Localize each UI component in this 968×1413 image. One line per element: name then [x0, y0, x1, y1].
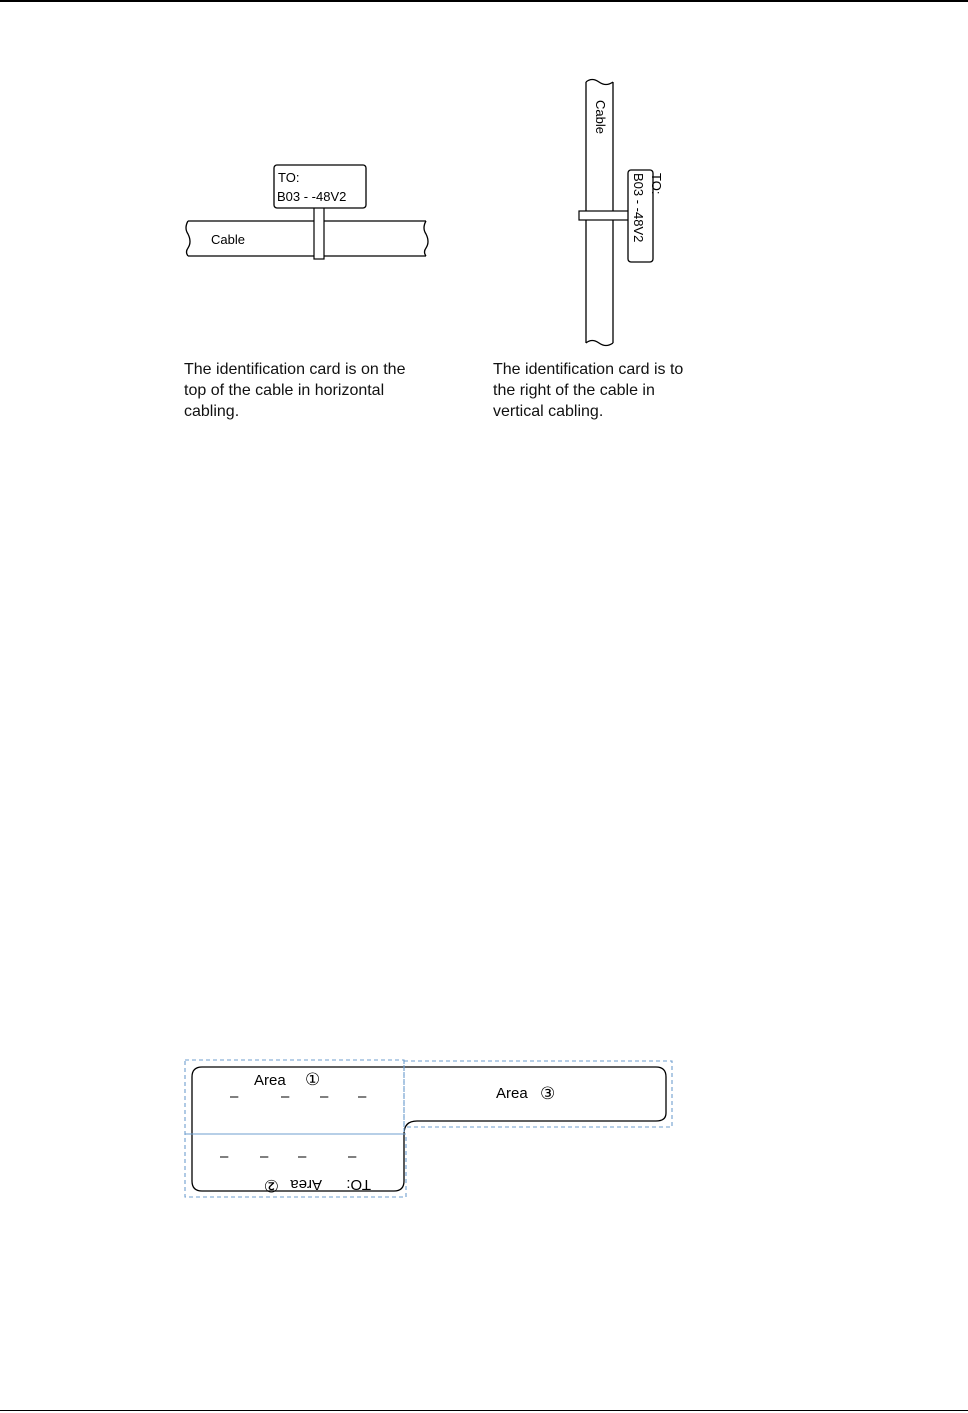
- horizontal-cable: [186, 221, 428, 256]
- area1-blank: –: [358, 1088, 367, 1105]
- label-layout-diagram: [185, 1060, 672, 1197]
- area1-blank: –: [320, 1088, 329, 1105]
- area2-blank: –: [220, 1148, 229, 1165]
- area2-label: Area: [290, 1176, 322, 1193]
- area3-label: Area: [496, 1085, 528, 1102]
- vertical-caption: The identification card is to the right of the cable in vertical cabling.: [493, 361, 684, 420]
- area1-region: [185, 1060, 404, 1134]
- horizontal-card-line2: B03 - -48V2: [277, 189, 347, 204]
- area2-blank: –: [348, 1148, 357, 1165]
- area1-blank: –: [281, 1088, 290, 1105]
- area1-blank: –: [230, 1088, 239, 1105]
- area1-blanks: [230, 1088, 367, 1105]
- footer-rule: [0, 1410, 968, 1411]
- vertical-card-line2: B03 - -48V2: [631, 173, 646, 243]
- vertical-id-card: [579, 170, 664, 262]
- area2-upside-down: [264, 1176, 371, 1195]
- horizontal-caption: The identification card is on the top of the cable in horizontal cabling.: [184, 361, 406, 420]
- area1-label: Area: [254, 1072, 286, 1089]
- area2-blank: –: [260, 1148, 269, 1165]
- area3-region: [404, 1061, 672, 1127]
- area2-blanks: [220, 1148, 357, 1165]
- area3-marker: ③: [540, 1084, 556, 1103]
- horizontal-cable-label: Cable: [211, 232, 245, 247]
- area2-blank: –: [298, 1148, 307, 1165]
- area1-marker: ①: [305, 1070, 321, 1089]
- vertical-card-line1: TO:: [649, 173, 664, 195]
- horizontal-id-card: [274, 165, 366, 259]
- vertical-cable-label: Cable: [593, 100, 608, 134]
- horizontal-card-line1: TO:: [278, 170, 300, 185]
- area2-to: TO:: [346, 1176, 371, 1193]
- area2-marker: ②: [263, 1176, 279, 1195]
